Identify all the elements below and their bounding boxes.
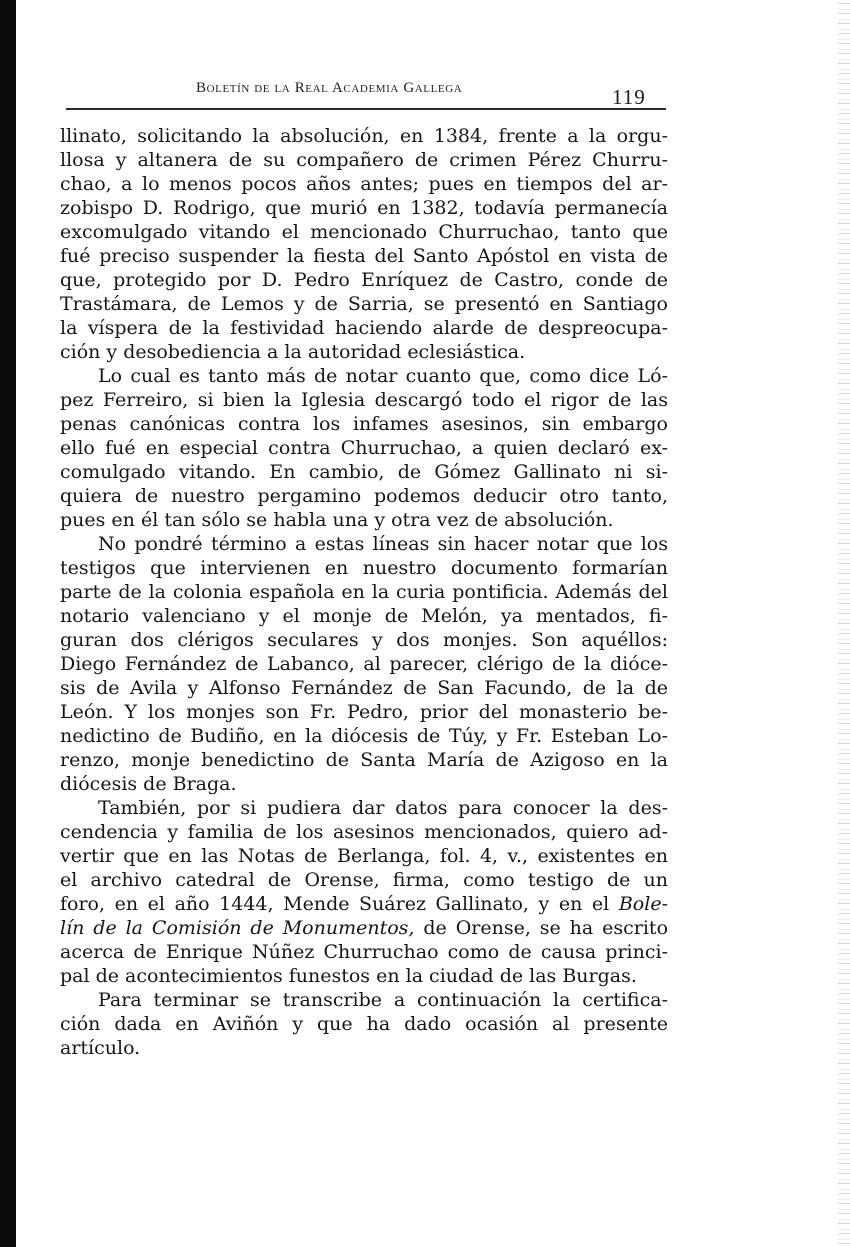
running-head: Boletín de la Real Academia Gallega <box>196 80 463 96</box>
text-line: ción dada en Aviñón y que ha dado ocasión al presente <box>60 1013 668 1035</box>
body-text <box>60 124 668 1060</box>
text-line: penas canónicas contra los infames asesinos, sin embargo <box>60 413 668 435</box>
text-line <box>60 892 668 916</box>
text-line: Trastámara, de Lemos y de Sarria, se presentó en Santiago <box>60 293 668 315</box>
text-line: chao, a lo menos pocos años antes; pues en tiempos del ar- <box>60 173 668 195</box>
text-line: ello fué en especial contra Churruchao, a quien declaró ex- <box>60 437 668 459</box>
header-rule <box>66 108 666 110</box>
text-line: notario valenciano y el monje de Melón, ya mentados, fi- <box>60 605 668 627</box>
text-segment: de Orense, se ha escrito <box>423 917 669 939</box>
text-line: nedictino de Budiño, en la diócesis de Túy, y Fr. Esteban Lo- <box>60 725 668 747</box>
text-line: pues en él tan sólo se habla una y otra vez de absolución. <box>60 509 614 531</box>
italic-text: Bole- <box>618 893 668 915</box>
text-line: sis de Avila y Alfonso Fernández de San Facundo, de la de <box>60 677 668 699</box>
text-line: comulgado vitando. En cambio, de Gómez Gallinato ni si- <box>60 461 668 483</box>
text-line: cendencia y familia de los asesinos mencionados, quiero ad- <box>60 821 668 843</box>
text-line: quiera de nuestro pergamino podemos deducir otro tanto, <box>60 485 668 507</box>
text-line: artículo. <box>60 1037 141 1059</box>
text-line: acerca de Enrique Núñez Churruchao como de causa princi- <box>60 941 668 963</box>
text-line: Diego Fernández de Labanco, al parecer, clérigo de la dióce- <box>60 653 668 675</box>
text-line: pal de acontecimientos funestos en la ciudad de las Burgas. <box>60 965 637 987</box>
text-line: Lo cual es tanto más de notar cuanto que, como dice Ló- <box>98 365 668 387</box>
italic-text: lín de la Comisión de Monumentos, <box>60 917 415 939</box>
text-line: llosa y altanera de su compañero de crimen Pérez Churru- <box>60 149 668 171</box>
text-line: Para terminar se transcribe a continuación la certifica- <box>98 989 668 1011</box>
text-line: pez Ferreiro, si bien la Iglesia descargó todo el rigor de las <box>60 389 668 411</box>
text-line: testigos que intervienen en nuestro documento formarían <box>60 557 668 579</box>
text-segment: foro, en el año 1444, Mende Suárez Gallinato, y en el <box>60 893 610 915</box>
text-line: la víspera de la festividad haciendo alarde de despreocupa- <box>60 317 668 339</box>
text-line: León. Y los monjes son Fr. Pedro, prior del monasterio be- <box>60 701 668 723</box>
page-number: 119 <box>612 85 646 109</box>
text-line: parte de la colonia española en la curia pontificia. Además del <box>60 581 668 603</box>
scan-right-edge <box>838 0 850 1247</box>
text-line: renzo, monje benedictino de Santa María de Azigoso en la <box>60 749 668 771</box>
text-line: ción y desobediencia a la autoridad eclesiástica. <box>60 341 526 363</box>
scan-left-edge <box>0 0 16 1247</box>
text-line <box>60 916 668 940</box>
text-line: guran dos clérigos seculares y dos monjes. Son aquéllos: <box>60 629 668 651</box>
text-line: que, protegido por D. Pedro Enríquez de Castro, conde de <box>60 269 668 291</box>
text-line: diócesis de Braga. <box>60 773 237 795</box>
text-line: excomulgado vitando el mencionado Churruchao, tanto que <box>60 221 668 243</box>
text-line: fué preciso suspender la fiesta del Santo Apóstol en vista de <box>60 245 668 267</box>
text-line: También, por si pudiera dar datos para conocer la des- <box>98 797 668 819</box>
text-line: zobispo D. Rodrigo, que murió en 1382, todavía permanecía <box>60 197 668 219</box>
text-line: el archivo catedral de Orense, firma, como testigo de un <box>60 869 668 891</box>
text-line: No pondré término a estas líneas sin hacer notar que los <box>98 533 668 555</box>
text-line: llinato, solicitando la absolución, en 1384, frente a la orgu- <box>60 125 668 147</box>
text-line: vertir que en las Notas de Berlanga, fol. 4, v., existentes en <box>60 845 668 867</box>
